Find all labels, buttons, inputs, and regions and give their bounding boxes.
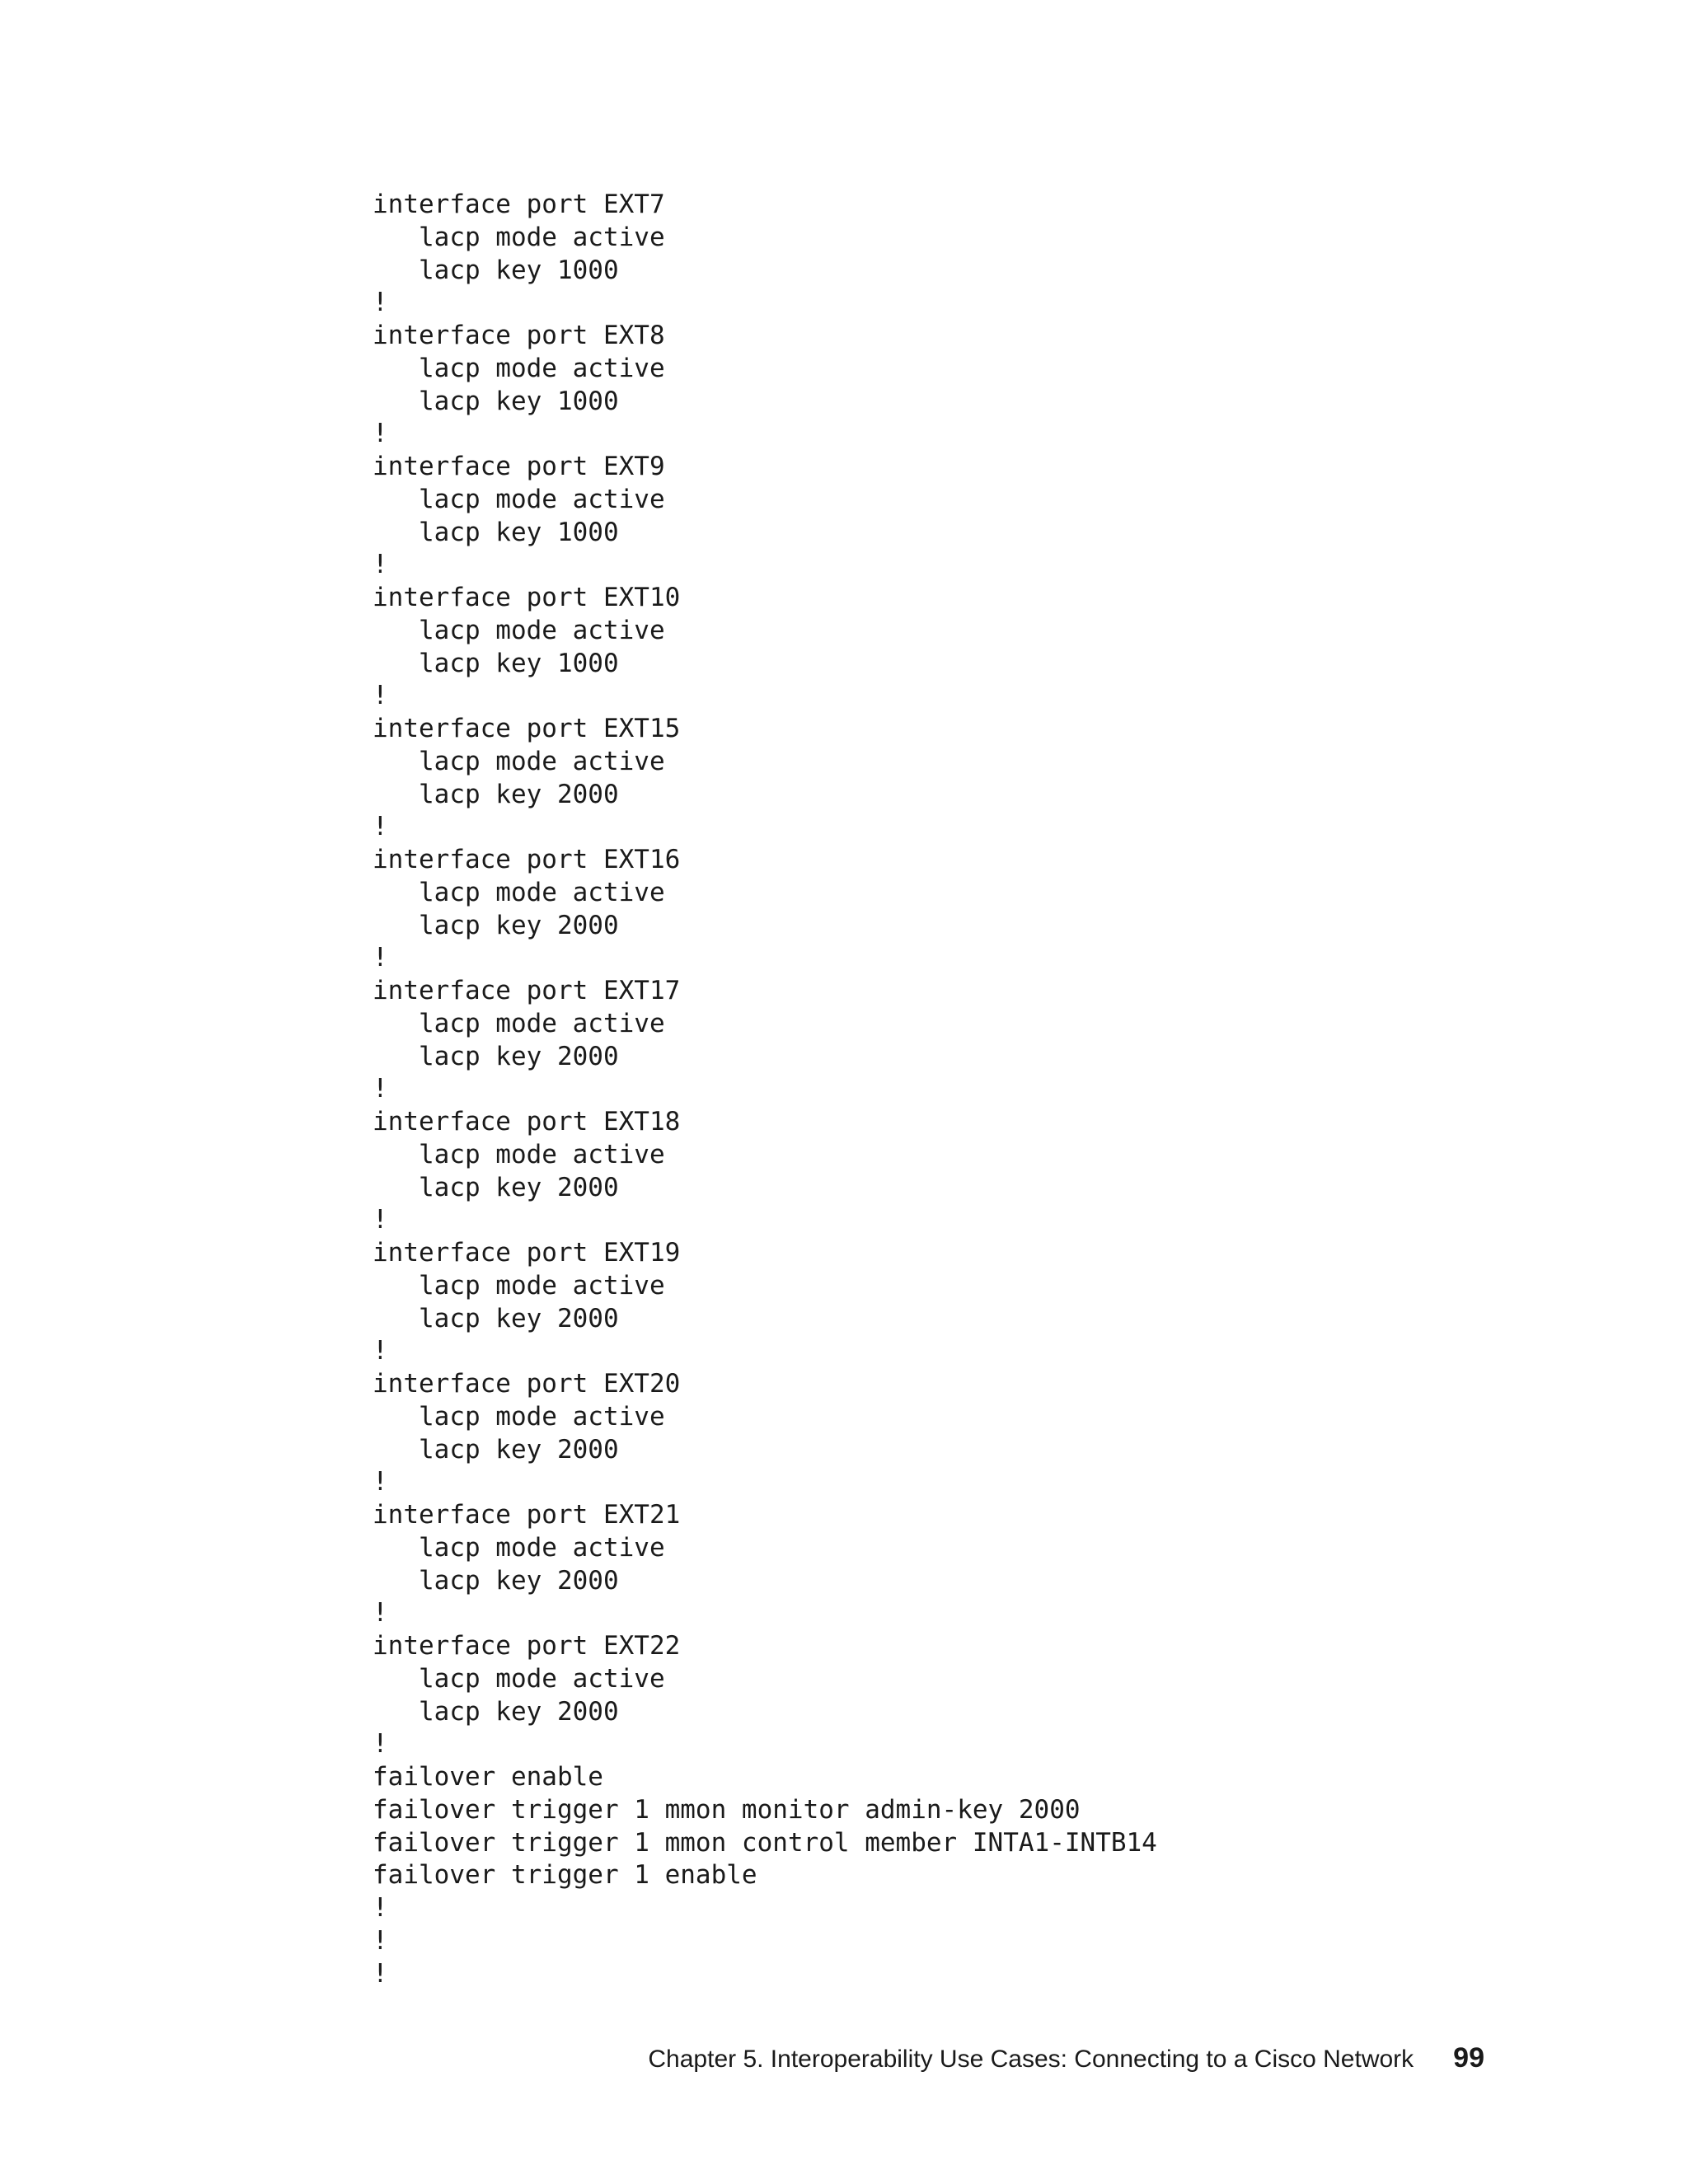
code-line: lacp mode active [373,1532,665,1563]
code-line: ! [373,1958,388,1989]
code-line: ! [373,1205,388,1235]
code-line: ! [373,1598,388,1629]
code-line: lacp key 1000 [373,386,619,416]
code-line: lacp mode active [373,1008,665,1038]
code-line: ! [373,1074,388,1104]
code-line: lacp mode active [373,484,665,514]
code-line: interface port EXT20 [373,1369,681,1399]
code-line: interface port EXT16 [373,845,681,874]
code-line: interface port EXT8 [373,321,665,350]
code-line: failover trigger 1 enable [373,1860,757,1891]
code-line: interface port EXT17 [373,976,681,1005]
code-line: lacp mode active [373,1270,665,1301]
code-line: lacp mode active [373,1663,665,1694]
code-line: lacp mode active [373,353,665,383]
code-line: lacp key 1000 [373,648,619,678]
code-line: lacp key 2000 [373,1565,619,1596]
code-line: lacp mode active [373,1401,665,1432]
code-line: ! [373,288,388,318]
code-line: ! [373,1336,388,1366]
code-line: lacp key 2000 [373,1172,619,1202]
code-line: lacp key 1000 [373,517,619,547]
code-line: lacp key 2000 [373,910,619,940]
code-line: interface port EXT19 [373,1238,681,1268]
code-line: failover enable [373,1762,603,1792]
code-line: interface port EXT10 [373,583,681,612]
code-line: ! [373,419,388,449]
code-line: interface port EXT21 [373,1500,681,1530]
code-line: lacp key 1000 [373,255,619,285]
code-line: lacp mode active [373,877,665,907]
code-line: interface port EXT9 [373,452,665,481]
code-line: ! [373,1729,388,1760]
code-line: lacp key 2000 [373,1434,619,1465]
code-line: lacp key 2000 [373,1303,619,1333]
code-line: ! [373,812,388,842]
code-line: ! [373,550,388,580]
code-line: interface port EXT18 [373,1107,681,1137]
code-line: failover trigger 1 mmon control member INTA1-INTB14 [373,1827,1157,1858]
code-line: interface port EXT22 [373,1631,681,1661]
footer-chapter-title: Chapter 5. Interoperability Use Cases: Connecting to a Cisco Network [648,2046,1414,2073]
code-line: lacp key 2000 [373,1696,619,1727]
code-line: ! [373,1467,388,1497]
code-line: ! [373,1893,388,1923]
code-line: lacp mode active [373,222,665,252]
code-line: lacp key 2000 [373,779,619,809]
page-footer [648,2042,1484,2074]
code-line: interface port EXT7 [373,190,665,219]
code-listing [373,189,1157,1990]
code-line: lacp mode active [373,1139,665,1169]
code-line: ! [373,943,388,973]
code-line: lacp mode active [373,746,665,776]
code-line: failover trigger 1 mmon monitor admin-key 2000 [373,1794,1081,1825]
code-line: lacp mode active [373,615,665,645]
code-line: interface port EXT15 [373,714,681,743]
code-line: ! [373,681,388,711]
footer-page-number: 99 [1453,2042,1484,2074]
code-line: lacp key 2000 [373,1041,619,1071]
code-line: ! [373,1925,388,1956]
